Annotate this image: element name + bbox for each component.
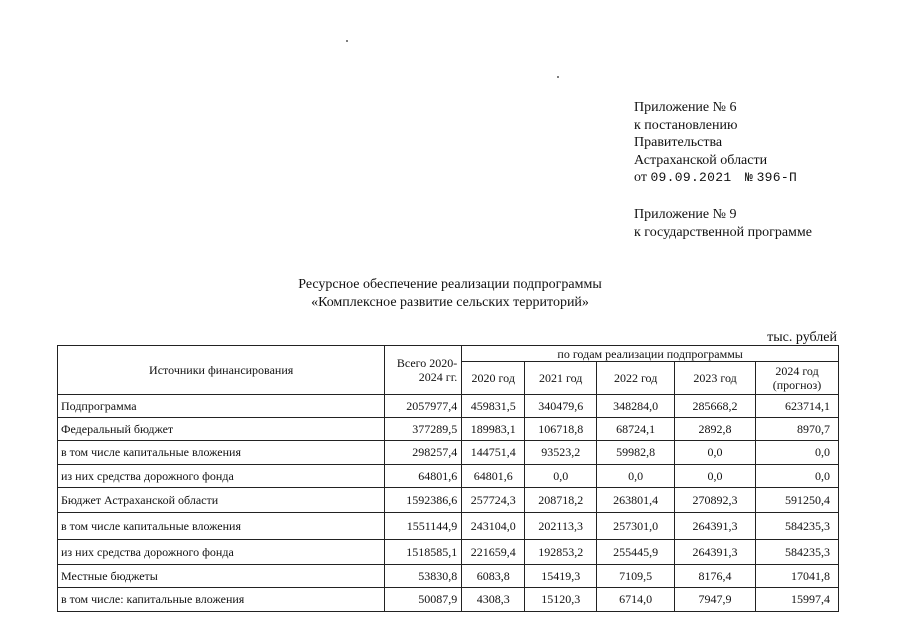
year-value-cell: 6083,8: [462, 565, 525, 588]
year-value-cell: 0,0: [597, 465, 675, 488]
year-value-cell: 15419,3: [525, 565, 597, 588]
year-value-cell: 192853,2: [525, 540, 597, 565]
year-value-cell: 202113,3: [525, 513, 597, 540]
table-row: [58, 465, 839, 488]
total-cell: 64801,6: [385, 465, 462, 488]
year-value-cell: 7947,9: [675, 588, 756, 612]
source-cell: Местные бюджеты: [58, 565, 385, 588]
total-cell: 1551144,9: [385, 513, 462, 540]
source-cell: в том числе: капитальные вложения: [58, 588, 385, 612]
year-value-cell: 584235,3: [756, 540, 839, 565]
year-value-cell: 340479,6: [525, 395, 597, 418]
table-row: [58, 441, 839, 465]
source-cell: Федеральный бюджет: [58, 418, 385, 441]
appendix-6-date-line: [634, 169, 797, 187]
table-row: [58, 395, 839, 418]
total-cell: 298257,4: [385, 441, 462, 465]
total-cell: 50087,9: [385, 588, 462, 612]
total-cell: 1518585,1: [385, 540, 462, 565]
document-title: [250, 276, 650, 312]
header-by-years: по годам реализации подпрограммы: [462, 346, 839, 362]
header-row-1: [58, 346, 839, 362]
source-cell: из них средства дорожного фонда: [58, 540, 385, 565]
total-cell: 53830,8: [385, 565, 462, 588]
year-value-cell: 15120,3: [525, 588, 597, 612]
year-value-cell: 264391,3: [675, 540, 756, 565]
appendix-6-line: Приложение № 6: [634, 100, 737, 115]
year-value-cell: 264391,3: [675, 513, 756, 540]
total-cell: 377289,5: [385, 418, 462, 441]
year-value-cell: 0,0: [675, 441, 756, 465]
year-value-cell: 459831,5: [462, 395, 525, 418]
year-value-cell: 189983,1: [462, 418, 525, 441]
year-value-cell: 623714,1: [756, 395, 839, 418]
table-row: [58, 418, 839, 441]
year-value-cell: 4308,3: [462, 588, 525, 612]
year-value-cell: 208718,2: [525, 488, 597, 513]
year-value-cell: 584235,3: [756, 513, 839, 540]
source-cell: в том числе капитальные вложения: [58, 441, 385, 465]
year-value-cell: 243104,0: [462, 513, 525, 540]
appendix-6-block: [634, 99, 797, 187]
appendix-6-line: к постановлению: [634, 117, 738, 133]
total-cell: 1592386,6: [385, 488, 462, 513]
year-value-cell: 263801,4: [597, 488, 675, 513]
year-value-cell: 15997,4: [756, 588, 839, 612]
appendix-9-block: [634, 206, 812, 241]
year-value-cell: 106718,8: [525, 418, 597, 441]
unit-label: тыс. рублей: [767, 330, 837, 345]
year-value-cell: 270892,3: [675, 488, 756, 513]
appendix-6-line: Астраханской области: [634, 152, 768, 168]
year-value-cell: 7109,5: [597, 565, 675, 588]
year-value-cell: 17041,8: [756, 565, 839, 588]
total-cell: 2057977,4: [385, 395, 462, 418]
year-value-cell: 59982,8: [597, 441, 675, 465]
year-value-cell: 221659,4: [462, 540, 525, 565]
header-year: 2022 год: [597, 362, 675, 395]
table-row: [58, 488, 839, 513]
table-row: [58, 513, 839, 540]
table-row: [58, 565, 839, 588]
year-value-cell: 0,0: [756, 465, 839, 488]
year-value-cell: 8970,7: [756, 418, 839, 441]
header-year: 2021 год: [525, 362, 597, 395]
year-value-cell: 64801,6: [462, 465, 525, 488]
appendix-9-line: к государственной программе: [634, 224, 812, 240]
year-value-cell: 68724,1: [597, 418, 675, 441]
header-year: 2020 год: [462, 362, 525, 395]
year-value-cell: 255445,9: [597, 540, 675, 565]
year-value-cell: 257301,0: [597, 513, 675, 540]
title-line-1: Ресурсное обеспечение реализации подпрограммы: [298, 277, 602, 292]
appendix-9-line: Приложение № 9: [634, 207, 737, 222]
header-year: 2024 год (прогноз): [756, 362, 839, 395]
year-value-cell: 2892,8: [675, 418, 756, 441]
scan-speck: [557, 76, 559, 78]
title-line-2: «Комплексное развитие сельских территорий»: [311, 295, 589, 310]
year-value-cell: 348284,0: [597, 395, 675, 418]
table-row: [58, 540, 839, 565]
year-value-cell: 257724,3: [462, 488, 525, 513]
appendix-6-line: Правительства: [634, 135, 723, 150]
financing-table: [57, 345, 839, 612]
year-value-cell: 0,0: [675, 465, 756, 488]
year-value-cell: 144751,4: [462, 441, 525, 465]
year-value-cell: 6714,0: [597, 588, 675, 612]
scan-speck: [346, 40, 348, 42]
header-year: 2023 год: [675, 362, 756, 395]
table-row: [58, 588, 839, 612]
year-value-cell: 93523,2: [525, 441, 597, 465]
date-prefix: от: [634, 170, 647, 185]
resolution-date: 09.09.2021: [650, 170, 732, 185]
header-total: Всего 2020-2024 гг.: [385, 346, 462, 395]
number-sign: №: [744, 170, 754, 185]
year-value-cell: 591250,4: [756, 488, 839, 513]
source-cell: Бюджет Астраханской области: [58, 488, 385, 513]
source-cell: в том числе капитальные вложения: [58, 513, 385, 540]
year-value-cell: 0,0: [756, 441, 839, 465]
header-sources: Источники финансирования: [58, 346, 385, 395]
source-cell: из них средства дорожного фонда: [58, 465, 385, 488]
year-value-cell: 8176,4: [675, 565, 756, 588]
resolution-number: 396-П: [756, 170, 798, 185]
year-value-cell: 0,0: [525, 465, 597, 488]
source-cell: Подпрограмма: [58, 395, 385, 418]
year-value-cell: 285668,2: [675, 395, 756, 418]
